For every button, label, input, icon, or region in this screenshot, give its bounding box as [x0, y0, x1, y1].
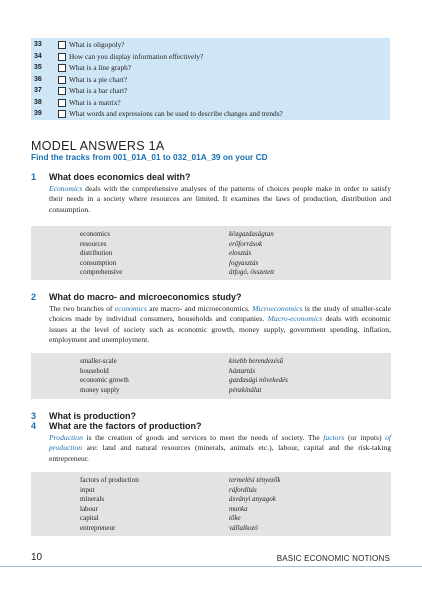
term-highlight: economics [114, 304, 147, 313]
question-text: What is a pie chart? [69, 74, 127, 84]
vocabulary-box-4 [31, 472, 391, 536]
checkbox[interactable] [58, 76, 66, 84]
paragraph-text: (or inputs) [344, 433, 386, 442]
checkbox[interactable] [58, 41, 66, 49]
term-highlight: Microeconomics [252, 304, 303, 313]
vocab-row [31, 240, 391, 249]
vocab-row [31, 376, 391, 385]
vocab-hungarian: fogyasztás [229, 258, 259, 267]
question-text: What is a bar chart? [69, 86, 128, 95]
checkbox[interactable] [58, 87, 66, 95]
vocab-hungarian: ráfordítás [229, 485, 257, 494]
vocab-row [31, 476, 391, 485]
vocab-hungarian: közgazdaságtan [229, 230, 274, 238]
term-highlight: Production [49, 433, 83, 442]
answer-paragraph-4 [49, 433, 391, 464]
checkbox[interactable] [58, 99, 66, 107]
heading-text: What is production? [49, 411, 136, 421]
running-footer-title: BASIC ECONOMIC NOTIONS [276, 554, 390, 563]
vocab-row [31, 268, 391, 277]
question-list [31, 38, 390, 120]
question-item [31, 85, 390, 96]
question-text: How can you display information effectively? [69, 51, 204, 61]
question-text: What words and expressions can be used to describe changes and trends? [69, 109, 283, 118]
vocab-english: money supply [80, 385, 120, 394]
vocab-row [31, 230, 391, 239]
question-item [31, 108, 390, 119]
question-item [31, 74, 390, 85]
question-number: 33 [34, 41, 42, 48]
heading-text: What do macro- and microeconomics study? [49, 292, 242, 302]
vocab-english: smaller-scale [80, 357, 117, 365]
paragraph-text: are: land and natural resources (minerals, animals etc.), labour, capital and the risk-taking entrepreneur. [49, 443, 391, 463]
question-heading-3 [31, 411, 136, 421]
question-item [31, 39, 390, 50]
vocab-english: factors of production [80, 476, 139, 484]
term-highlight: Economics [49, 184, 83, 193]
question-heading-1 [31, 172, 191, 182]
question-text: What is a line graph? [69, 63, 131, 72]
question-item [31, 62, 390, 73]
paragraph-text: The two branches of [49, 304, 115, 313]
vocab-english: comprehensive [80, 268, 123, 276]
paragraph-text: are macro- and microeconomics. [146, 304, 253, 313]
paragraph-text: deals with the comprehensive analyses of the patterns of choices people make in order to satisfy their needs in a society where resources are limited. It examines the laws of production, distribution and consumption. [49, 184, 391, 214]
vocab-english: consumption [80, 258, 117, 267]
term-highlight: of production [49, 433, 391, 453]
question-number: 34 [34, 52, 42, 60]
vocab-hungarian: elosztás [229, 249, 252, 257]
vocab-row [31, 259, 391, 268]
footer-divider [0, 566, 422, 567]
vocab-hungarian: erőforrások [229, 239, 263, 248]
question-item [31, 51, 390, 62]
paragraph-text: is the study of smaller-scale choices made by individual consumers, households and companies. [49, 304, 391, 324]
vocab-row [31, 514, 391, 523]
paragraph-text: is the creation of goods and services to meet the needs of society. The [82, 433, 324, 442]
vocab-row [31, 249, 391, 258]
vocab-hungarian: termelési tényezők [229, 476, 281, 484]
term-highlight: Macro-economics [267, 314, 323, 324]
vocab-hungarian: pénzkínálat [229, 385, 262, 394]
question-text: What is oligopoly? [69, 40, 125, 49]
vocab-english: distribution [80, 249, 113, 257]
question-number: 36 [34, 75, 42, 83]
vocabulary-box-1 [31, 226, 391, 280]
vocab-hungarian: átfogó, összetett [229, 268, 275, 276]
vocabulary-box-2 [31, 353, 391, 399]
vocab-hungarian: háztartás [229, 366, 256, 375]
vocab-english: economics [80, 230, 110, 238]
heading-number: 3 [31, 411, 37, 421]
vocab-row [31, 505, 391, 514]
vocab-english: resources [80, 239, 107, 248]
question-number: 37 [34, 87, 42, 94]
heading-number: 2 [31, 292, 37, 302]
vocab-english: labour [80, 504, 98, 513]
section-title: MODEL ANSWERS 1A [31, 139, 165, 153]
question-item [31, 97, 390, 108]
vocab-hungarian: tőke [229, 514, 241, 522]
vocab-hungarian: gazdasági növekedés [229, 376, 288, 384]
vocab-row [31, 367, 391, 376]
vocab-english: entrepreneur [80, 523, 116, 532]
heading-text: What are the factors of production? [49, 421, 202, 431]
vocab-row [31, 495, 391, 504]
question-text: What is a matrix? [69, 97, 121, 107]
question-heading-4 [31, 421, 202, 431]
page-number: 10 [31, 552, 43, 563]
answer-paragraph-1 [49, 184, 391, 215]
heading-number: 1 [31, 172, 37, 182]
answer-paragraph-2 [49, 304, 391, 346]
vocab-row [31, 357, 391, 366]
checkbox[interactable] [58, 53, 66, 61]
vocab-row [31, 486, 391, 495]
vocab-row [31, 524, 391, 533]
heading-text: What does economics deal with? [49, 172, 191, 182]
question-number: 39 [34, 110, 42, 117]
vocab-english: input [80, 485, 95, 494]
vocab-hungarian: kisebb berendezésű [229, 357, 283, 365]
checkbox[interactable] [58, 110, 66, 118]
question-number: 38 [34, 98, 42, 106]
vocab-english: household [80, 366, 109, 375]
vocab-hungarian: vállalkozó [229, 523, 258, 532]
vocab-english: economic growth [80, 376, 129, 384]
vocab-english: capital [80, 514, 99, 522]
paragraph-text: deals with economic issues at the level of society such as economic growth, money supply, government spending, inflation, employment and unemployment. [49, 314, 391, 345]
question-number: 35 [34, 64, 42, 71]
heading-number: 4 [31, 421, 37, 431]
vocab-english: minerals [80, 495, 105, 503]
checkbox[interactable] [58, 64, 66, 72]
question-heading-2 [31, 292, 242, 302]
tracks-instruction: Find the tracks from 001_01A_01 to 032_01A_39 on your CD [31, 152, 268, 162]
vocab-row [31, 386, 391, 395]
vocab-hungarian: ásványi anyagok [229, 495, 276, 503]
term-highlight: factors [323, 433, 345, 442]
vocab-hungarian: munka [229, 504, 248, 513]
